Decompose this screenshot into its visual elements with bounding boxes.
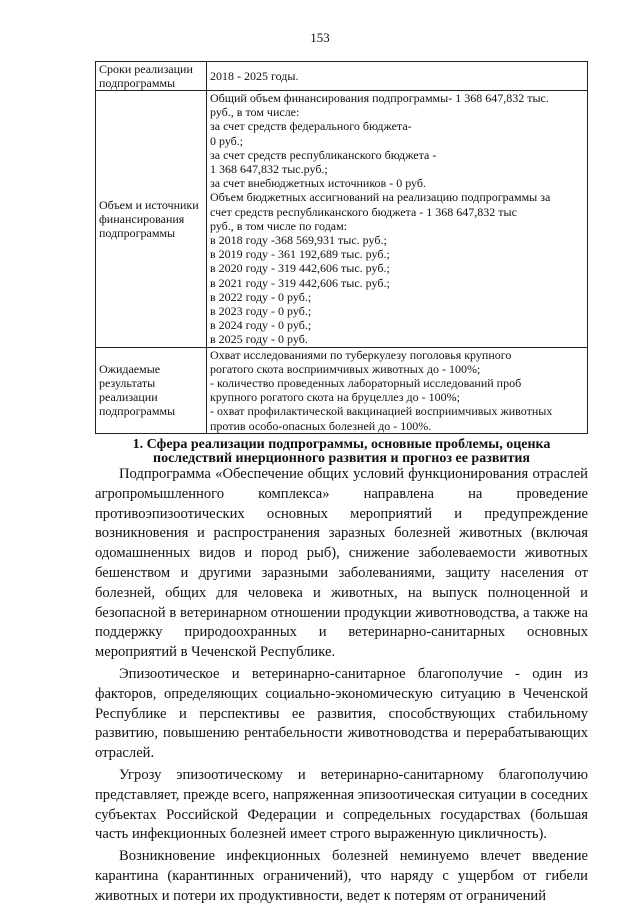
row-label-funding: Объем и источники финансирования подпрограммы xyxy=(96,91,207,348)
results-line: - охват профилактической вакцинацией восприимчивых животных xyxy=(210,404,553,419)
results-line: Охват исследованиями по туберкулезу поголовья крупного xyxy=(210,347,512,362)
funding-line: в 2023 году - 0 руб.; xyxy=(210,304,312,319)
funding-line: за счет внебюджетных источников - 0 руб. xyxy=(210,176,426,191)
funding-line: за счет средств федерального бюджета- xyxy=(210,119,412,134)
funding-line: в 2020 году - 319 442,606 тыс. руб.; xyxy=(210,261,390,276)
body-paragraph: Возникновение инфекционных болезней неминуемо влечет введение карантина (карантинных ограничений), что наряду с ущербом от гибели животных и потери их продуктивности, ведет к потерям от ограничений xyxy=(95,848,588,904)
row-value-terms: 2018 - 2025 годы. xyxy=(207,62,588,91)
funding-line: руб., в том числе: xyxy=(210,105,300,120)
results-line: - количество проведенных лабораторный исследований проб xyxy=(210,376,522,391)
body-paragraph: Подпрограмма «Обеспечение общих условий функционирования отраслей агропромышленного комплекса» направлена на проведение противоэпизоотических основных мероприятий и предупреждение возникновения и распространения заразных болезней животных (включая одомашненных видов и пород рыб), снижение заболеваемости животных бешенством и другими заразными заболеваниями, защиту населения от болезней, общих для человека и животных, на выпуск полноценной и безопасной в ветеринарном отношении продукции животноводства, а также на поддержку природоохранных и ветеринарно-санитарных основных мероприятий в Чеченской Республике. xyxy=(95,466,588,661)
row-label-terms: Сроки реализации подпрограммы xyxy=(96,62,207,91)
subprogram-passport-table xyxy=(95,61,588,434)
funding-line: Объем бюджетных ассигнований на реализацию подпрограммы за xyxy=(210,190,551,205)
section-heading: 1. Сфера реализации подпрограммы, основные проблемы, оценка последствий инерционного развития и прогноз ее развития xyxy=(132,437,551,466)
funding-line: счет средств республиканского бюджета - 1 368 647,832 тыс xyxy=(210,204,517,219)
funding-line: в 2025 году - 0 руб. xyxy=(210,332,308,347)
results-line: рогатого скота восприимчивых животных до - 100%; xyxy=(210,361,481,376)
funding-line: в 2024 году - 0 руб.; xyxy=(210,318,312,333)
body-paragraph: Угрозу эпизоотическому и ветеринарно-санитарному благополучию представляет, прежде всего, напряженная эпизоотическая ситуации в соседних субъектах Российской Федерации и сопредельных государствах (большая часть инфекционных болезней имеет строго выраженную цикличность). xyxy=(95,766,588,843)
results-line: крупного рогатого скота на бруцеллез до - 100%; xyxy=(210,390,460,405)
funding-line: в 2022 году - 0 руб.; xyxy=(210,289,312,304)
funding-line: в 2021 году - 319 442,606 тыс. руб.; xyxy=(210,275,390,290)
row-label-results: Ожидаемые результаты реализации подпрограммы xyxy=(96,347,207,433)
funding-line: руб., в том числе по годам: xyxy=(210,218,348,233)
funding-line: 0 руб.; xyxy=(210,133,244,148)
funding-line: Общий объем финансирования подпрограммы- 1 368 647,832 тыс. xyxy=(210,91,549,105)
section-body xyxy=(95,465,588,909)
funding-line: за счет средств республиканского бюджета - xyxy=(210,147,437,162)
table-row-results xyxy=(96,347,588,433)
table-row-funding xyxy=(96,91,588,348)
row-value-funding xyxy=(207,91,588,348)
page-number: 153 xyxy=(310,30,330,45)
table-row-terms xyxy=(96,62,588,91)
results-line: против особо-опасных болезней до - 100%. xyxy=(210,418,432,433)
body-paragraph: Эпизоотическое и ветеринарно-санитарное благополучие - один из факторов, определяющих социально-экономическую ситуацию в Чеченской Республике и перспективы ее развития, способствующих стабильному развитию, повышению рентабельности животноводства и перерабатывающих отраслей. xyxy=(95,665,588,762)
funding-line: в 2018 году -368 569,931 тыс. руб.; xyxy=(210,233,387,248)
funding-line: в 2019 году - 361 192,689 тыс. руб.; xyxy=(210,247,390,262)
row-value-results xyxy=(207,347,588,433)
funding-line: 1 368 647,832 тыс.руб.; xyxy=(210,162,328,177)
